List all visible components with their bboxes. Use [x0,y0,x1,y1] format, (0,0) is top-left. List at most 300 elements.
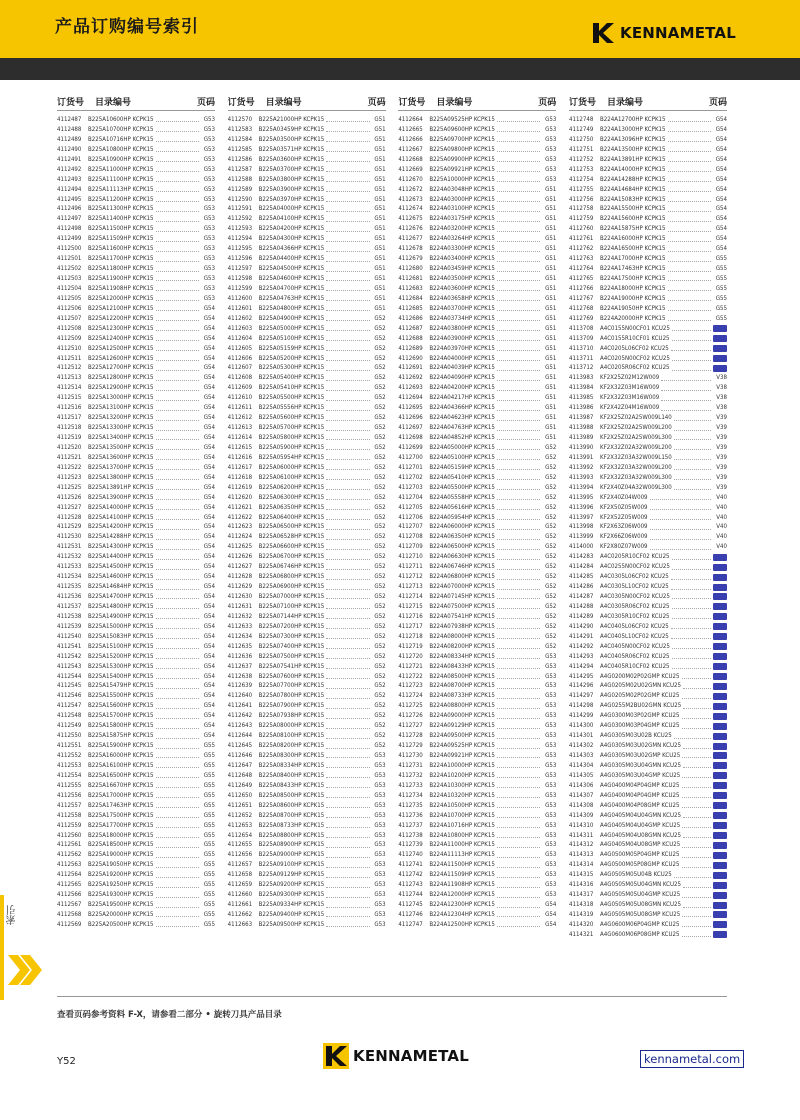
catalog-number: A4C0205R06CF02 KCU25 [599,364,670,372]
catalog-number: B224A03300HP KCPK15 [429,245,495,253]
table-row [569,145,727,155]
table-row [57,334,215,344]
order-number: 4114293 [568,652,594,660]
order-number: 4112602 [227,314,253,322]
dot-leader [156,738,199,739]
order-number: 4112649 [227,781,253,789]
table-row [228,890,386,900]
dot-leader [326,320,369,321]
page-reference: G54 [203,314,215,322]
order-number: 4112628 [227,573,253,581]
catalog-number: B225A05600HP KCPK15 [258,414,325,422]
page-reference: G52 [374,543,386,551]
table-row [57,145,215,155]
page-reference: G52 [374,513,386,521]
order-number: 4112693 [398,384,423,392]
order-number: 4112637 [227,662,253,670]
order-number: 4114284 [568,563,594,571]
page-reference: G53 [203,294,215,302]
catalog-number: B225A06600HP KCPK15 [258,543,325,551]
table-row [228,314,386,324]
dot-leader [156,718,199,719]
dot-leader [156,529,199,530]
dot-leader [497,131,540,132]
order-number: 4112739 [398,841,423,849]
dot-leader [156,201,199,202]
dot-leader [668,151,711,152]
catalog-number: B225A11908HP KCPK15 [88,284,154,292]
page-reference: G54 [203,652,215,660]
table-row [228,294,386,304]
catalog-number: B225A08700HP KCPK15 [258,811,325,819]
table-row [569,214,727,224]
dot-leader [683,907,711,908]
dot-leader [326,529,369,530]
page-reference: G54 [203,414,215,422]
table-row [228,612,386,622]
page-reference: V38 [716,384,727,392]
page-reference: G54 [203,732,215,740]
table-row [569,562,727,572]
catalog-number: B225A05300HP KCPK15 [258,364,325,372]
catalog-reference-badge-icon [713,842,727,849]
page-reference: G52 [545,573,557,581]
page-reference: V38 [716,394,727,402]
page-reference: G54 [203,384,215,392]
table-row [569,383,727,393]
order-number: 4112715 [398,602,423,610]
dot-leader [497,857,540,858]
dot-leader [497,211,540,212]
table-row [569,234,727,244]
dot-leader [156,370,199,371]
index-column [398,94,556,994]
page-reference: G54 [715,245,727,253]
dot-leader [156,241,199,242]
page-reference: G53 [545,801,557,809]
page-reference: G54 [715,125,727,133]
catalog-number: B225A13300HP KCPK15 [88,424,154,432]
catalog-number: A4G0505M05U04GMN KCU25 [599,881,681,889]
catalog-number: B225A15500HP KCPK15 [88,692,154,700]
table-row [57,254,215,264]
dot-leader [156,380,199,381]
table-row [569,781,727,791]
chevron-right-icon [8,955,44,985]
order-number: 4112619 [227,483,253,491]
dot-leader [156,251,199,252]
catalog-number: B224A12500HP KCPK15 [429,920,495,928]
page-reference: G54 [715,145,727,153]
order-number: 4113992 [568,463,594,471]
footer-note: 查看页码参考资料 F-X，请参看二部分 • 旋转刀具产品目录 [57,1010,282,1020]
page-reference: G52 [374,642,386,650]
table-row [228,771,386,781]
table-row [228,751,386,761]
page-reference: V39 [716,463,727,471]
dot-leader [672,598,711,599]
dot-leader [326,499,369,500]
order-number: 4112517 [57,414,82,422]
page-reference: G51 [374,205,386,213]
order-number: 4114318 [568,901,594,909]
table-row [398,354,556,364]
header-order-number: 订货号 [227,98,255,108]
table-row [398,145,556,155]
dot-leader [156,787,199,788]
order-number: 4112569 [57,920,82,928]
page-reference: G52 [545,483,557,491]
table-row [228,562,386,572]
order-number: 4112673 [398,195,423,203]
page-reference: G54 [203,612,215,620]
page-reference: G54 [203,434,215,441]
catalog-reference-badge-icon [713,812,727,819]
catalog-number: B225A03459HP KCPK15 [258,125,325,133]
order-number: 4112704 [398,493,423,501]
dot-leader [661,400,711,401]
dot-leader [497,847,540,848]
dot-leader [156,797,199,798]
catalog-number: A4C0305N00CF02 KCU25 [599,593,670,600]
order-number: 4112714 [398,593,423,600]
catalog-number: B225A05159HP KCPK15 [258,344,325,352]
table-row [398,244,556,254]
page-reference: G52 [374,523,386,531]
order-number: 4112765 [568,275,594,282]
catalog-number: A4G0505M05U08GMP KCU25 [599,911,681,918]
catalog-number: B225A07541HP KCPK15 [258,662,325,670]
order-number: 4112639 [227,682,253,690]
page-reference: G52 [374,672,386,680]
catalog-number: B224A15083HP KCPK15 [599,195,666,203]
catalog-number: B224A06500HP KCPK15 [429,543,495,551]
order-number: 4112733 [398,781,423,789]
column-header [228,94,386,111]
table-row [569,860,727,870]
page-reference: G54 [203,682,215,690]
dot-leader [682,787,711,788]
page-reference: G52 [374,652,386,660]
table-row [398,582,556,592]
order-number: 4114297 [568,692,594,700]
table-row [569,503,727,513]
page-reference: G52 [545,443,557,451]
dot-leader [326,817,369,818]
page-reference: G55 [203,851,215,859]
catalog-number: B224A12700HP KCPK15 [599,116,666,123]
page-reference: G54 [203,533,215,541]
page-reference: G52 [374,344,386,352]
catalog-number: B224A03700HP KCPK15 [429,304,495,312]
catalog-number: B225A13900HP KCPK15 [88,493,154,501]
order-number: 4112529 [57,523,82,531]
page-reference: G52 [545,642,557,650]
dot-leader [326,519,369,520]
table-row [398,473,556,483]
catalog-number: B225A08200HP KCPK15 [258,742,325,750]
order-number: 4112740 [398,851,423,859]
catalog-number: B225A03970HP KCPK15 [258,195,325,203]
catalog-number: B225A08334HP KCPK15 [258,761,325,769]
catalog-reference-badge-icon [713,623,727,630]
dot-leader [156,857,199,858]
order-number: 4112565 [57,881,82,889]
page-reference: G54 [715,155,727,163]
catalog-number: A4C0305L10CF02 KCU25 [599,583,669,591]
website-link[interactable]: kennametal.com [640,1050,744,1068]
table-row [398,304,556,314]
dot-leader [668,320,711,321]
order-number: 4114304 [568,761,594,769]
table-row [398,294,556,304]
order-number: 4112515 [57,394,82,402]
order-number: 4112506 [57,304,82,312]
catalog-number: B225A12800HP KCPK15 [88,374,154,382]
dot-leader [156,211,199,212]
order-number: 4112742 [398,871,423,879]
catalog-number: B225A13100HP KCPK15 [88,404,154,412]
order-number: 4112492 [57,165,82,173]
table-row [57,413,215,423]
table-row [57,751,215,761]
catalog-number: B225A09129HP KCPK15 [258,871,325,879]
catalog-number: B225A11300HP KCPK15 [88,205,154,213]
table-row [398,771,556,781]
table-row [57,870,215,880]
page-reference: G53 [545,891,557,899]
order-number: 4112533 [57,563,82,571]
table-row [569,652,727,662]
order-number: 4112586 [227,155,253,163]
table-row [398,522,556,532]
page-reference: G53 [203,245,215,253]
catalog-number: B225A11700HP KCPK15 [88,255,154,263]
dot-leader [156,121,199,122]
table-row [398,115,556,125]
page-reference: G55 [715,304,727,312]
page-reference: G52 [545,473,557,481]
table-row [228,304,386,314]
page-reference: G53 [203,255,215,263]
catalog-reference-badge-icon [713,752,727,759]
dot-leader [683,767,711,768]
page-reference: G54 [203,354,215,362]
catalog-number: A4G0400M04P04GMP KCU25 [599,791,680,799]
order-number: 4112590 [227,195,253,203]
catalog-number: B224A03500HP KCPK15 [429,275,495,282]
page-reference: G53 [545,722,557,730]
catalog-number: B224A10800HP KCPK15 [429,831,495,839]
catalog-number: B224A05500HP KCPK15 [429,483,495,491]
dot-leader [682,797,711,798]
order-number: 4114299 [568,712,594,720]
dot-leader [682,757,711,758]
page-reference: G53 [545,692,557,700]
page-reference: G54 [203,394,215,402]
table-row [398,234,556,244]
catalog-number: B224A20000HP KCPK15 [599,314,666,322]
catalog-number: B225A05900HP KCPK15 [258,443,325,451]
page-reference: G51 [545,364,557,372]
header-page: 页码 [708,98,727,108]
dot-leader [497,837,540,838]
dot-leader [326,728,369,729]
page-reference: G54 [203,602,215,610]
page-reference: G54 [203,463,215,471]
page-reference: G51 [545,195,557,203]
table-row [57,572,215,582]
table-row [398,691,556,701]
catalog-number: B225A12200HP KCPK15 [88,314,154,322]
table-row [228,453,386,463]
table-row [569,135,727,145]
catalog-number: B225A04400HP KCPK15 [258,255,325,263]
dot-leader [497,688,540,689]
catalog-reference-badge-icon [713,335,727,342]
page-reference: G55 [203,752,215,759]
dot-leader [326,698,369,699]
page-reference: G53 [203,195,215,203]
page-reference: G52 [374,334,386,342]
table-row [228,662,386,672]
catalog-number: B225A10000HP KCPK15 [429,175,495,183]
table-row [398,542,556,552]
catalog-number: B225A15900HP KCPK15 [88,742,154,750]
order-number: 4114302 [568,742,594,750]
table-row [569,254,727,264]
table-row [398,791,556,801]
dot-leader [497,757,540,758]
page-reference: G54 [203,304,215,312]
catalog-number: A4G0405M04U08GMP KCU25 [599,841,681,849]
order-number: 4112688 [398,334,423,342]
catalog-number: A4G0405M04U08GMN KCU25 [599,831,681,839]
catalog-number: B224A05410HP KCPK15 [429,473,495,481]
catalog-number: B225A11500HP KCPK15 [88,225,154,233]
table-row [398,910,556,920]
order-number: 4112558 [57,811,82,819]
page-reference: G54 [203,483,215,491]
page-reference: G53 [374,891,386,899]
order-number: 4112680 [398,265,423,273]
order-number: 4112552 [57,752,82,759]
table-row [57,443,215,453]
order-number: 4112609 [227,384,253,392]
catalog-number: B225A03900HP KCPK15 [258,185,325,193]
dot-leader [326,340,369,341]
table-row [228,234,386,244]
order-number: 4112614 [227,434,253,441]
table-row [57,493,215,503]
dot-leader [497,668,540,669]
page-reference: G53 [374,811,386,819]
dot-leader [326,718,369,719]
table-row [398,413,556,423]
order-number: 4112594 [227,235,253,243]
dot-leader [497,251,540,252]
table-row [228,701,386,711]
table-row [228,532,386,542]
order-number: 4114283 [568,553,594,561]
header-order-number: 订货号 [398,98,426,108]
page-reference: G52 [374,533,386,541]
catalog-number: B225A08000HP KCPK15 [258,722,325,730]
page-reference: G55 [203,781,215,789]
catalog-number: B225A05500HP KCPK15 [258,394,325,402]
table-row [398,860,556,870]
order-number: 4112593 [227,225,253,233]
catalog-number: A4G0300M03P02GMP KCU25 [599,712,680,720]
page-reference: G52 [374,493,386,501]
dot-leader [156,817,199,818]
catalog-number: B224A10700HP KCPK15 [429,811,495,819]
order-number: 4113996 [568,503,594,511]
order-number: 4113708 [568,324,594,332]
catalog-number: B225A04763HP KCPK15 [258,294,325,302]
dot-leader [497,877,540,878]
dot-leader [156,907,199,908]
dot-leader [156,499,199,500]
page-reference: G51 [545,344,557,352]
dot-leader [156,608,199,609]
catalog-number: B225A05400HP KCPK15 [258,374,325,382]
catalog-number: B225A11200HP KCPK15 [88,195,154,203]
order-number: 4112638 [227,672,253,680]
page-reference: G54 [203,364,215,372]
table-row [398,562,556,572]
page-reference: G51 [545,334,557,342]
dot-leader [668,191,711,192]
catalog-number: B225A06800HP KCPK15 [258,573,325,581]
dot-leader [326,618,369,619]
table-row [228,344,386,354]
table-row [569,373,727,383]
dot-leader [326,261,369,262]
table-row [228,582,386,592]
order-number: 4112766 [568,284,594,292]
table-row [228,145,386,155]
table-row [569,493,727,503]
order-number: 4112762 [568,245,594,253]
order-number: 4112629 [227,583,253,591]
catalog-number: B225A08800HP KCPK15 [258,831,325,839]
table-row [228,354,386,364]
table-row [228,761,386,771]
table-row [398,493,556,503]
page-reference: G53 [203,116,215,123]
catalog-number: B225A09000HP KCPK15 [258,851,325,859]
page-reference: G51 [374,275,386,282]
order-number: 4114285 [568,573,594,581]
page-reference: G53 [203,265,215,273]
catalog-number: B225A08900HP KCPK15 [258,841,325,849]
table-row [57,503,215,513]
catalog-number: A4C0155N00CF01 KCU25 [599,324,670,332]
order-number: 4114286 [568,583,594,591]
table-row [398,672,556,682]
order-number: 4112528 [57,513,82,521]
dot-leader [668,241,711,242]
dot-leader [674,439,711,440]
order-number: 4114000 [568,543,594,551]
page-reference: G51 [374,125,386,133]
catalog-number: B225A12000HP KCPK15 [88,294,154,302]
order-number: 4112679 [398,255,423,263]
order-number: 4112676 [398,225,423,233]
page-reference: G52 [374,394,386,402]
table-row [569,433,727,443]
